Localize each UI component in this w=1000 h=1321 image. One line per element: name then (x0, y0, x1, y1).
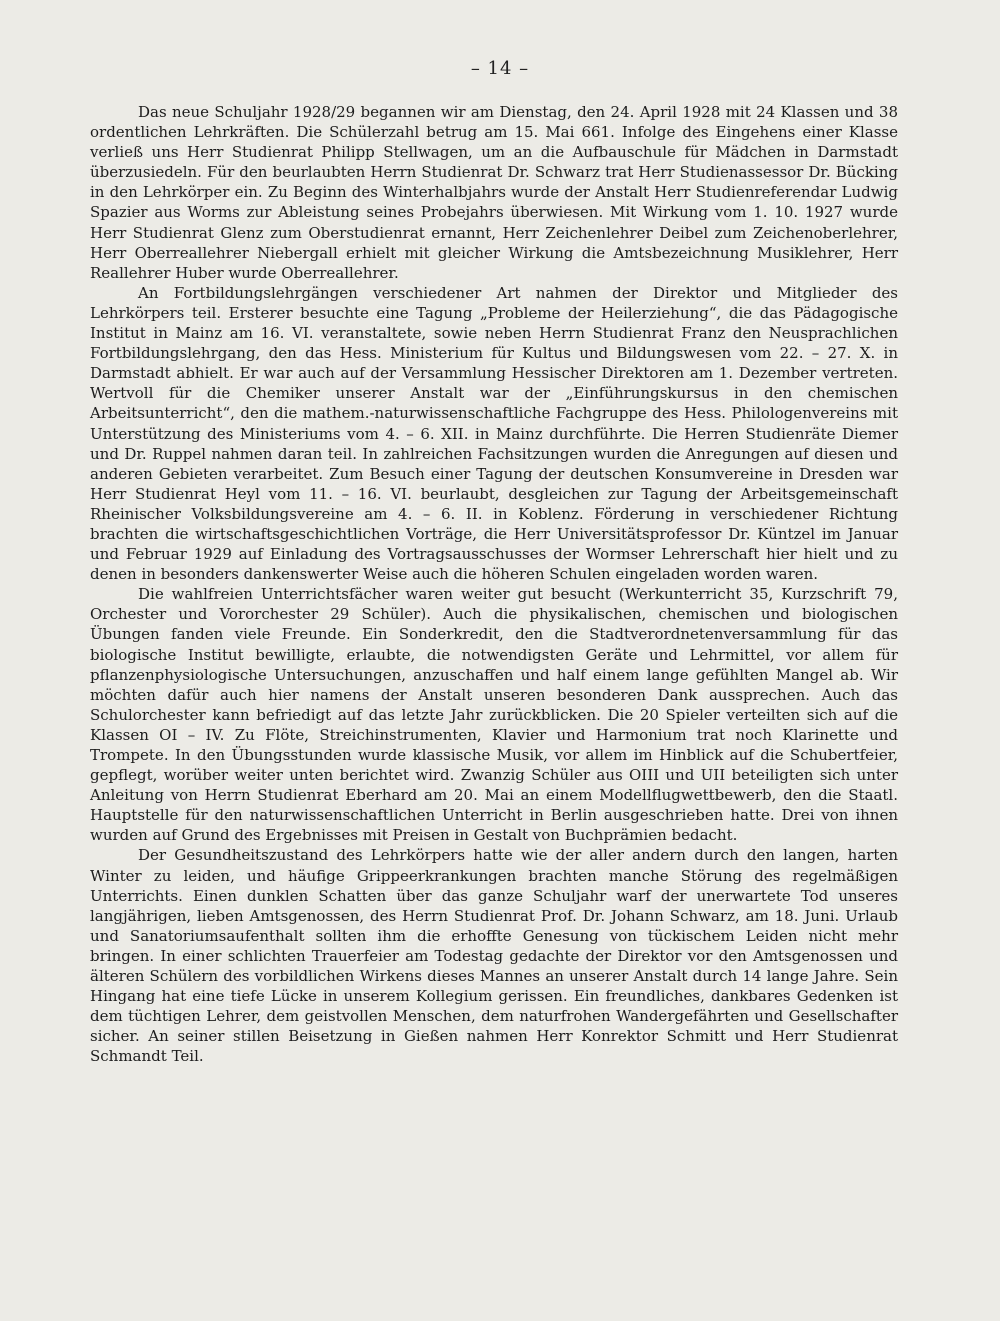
paragraph-school-year: Das neue Schuljahr 1928/29 begannen wir am Dienstag, den 24. April 1928 mit 24 Klassen und 38 ordentlichen Lehrkräften. Die Schülerzahl betrug am 15. Mai 661. Infolge des Eingehens einer Klasse verließ uns Herr Studienrat Philipp Stellwagen, um an die Aufbauschule für Mädchen in Darmstadt überzusiedeln. Für den beurlaubten Herrn Studienrat Dr. Schwarz trat Herr Studienassessor Dr. Bücking in den Lehrkörper ein. Zu Beginn des Winterhalbjahrs wurde der Anstalt Herr Studienreferendar Ludwig Spazier aus Worms zur Ableistung seines Probejahrs überwiesen. Mit Wirkung vom 1. 10. 1927 wurde Herr Studienrat Glenz zum Oberstudienrat ernannt, Herr Zeichenlehrer Deibel zum Zeichenoberlehrer, Herr Oberreallehrer Niebergall erhielt mit gleicher Wirkung die Amtsbezeichnung Musiklehrer, Herr Reallehrer Huber wurde Oberreallehrer. (90, 103, 898, 282)
paragraph-training-courses: An Fortbildungslehrgängen verschiedener Art nahmen der Direktor und Mitglieder des Lehrkörpers teil. Ersterer besuchte eine Tagung „Probleme der Heilerziehung“, die das Pädagogische Institut in Mainz am 16. VI. veranstaltete, sowie neben Herrn Studienrat Franz den Neusprachlichen Fortbildungslehrgang, den das Hess. Ministerium für Kultus und Bildungswesen vom 22. – 27. X. in Darmstadt abhielt. Er war auch auf der Versammlung Hessischer Direktoren am 1. Dezember vertreten. Wertvoll für die Chemiker unserer Anstalt war der „Einführungskursus in den chemischen Arbeitsunterricht“, den die mathem.-naturwissenschaftliche Fachgruppe des Hess. Philologenvereins mit Unterstützung des Ministeriums vom 4. – 6. XII. in Mainz durchführte. Die Herren Studienräte Diemer und Dr. Ruppel nahmen daran teil. In zahlreichen Fachsitzungen wurden die Anregungen auf diesen und anderen Gebieten verarbeitet. Zum Besuch einer Tagung der deutschen Konsumvereine in Dresden war Herr Studienrat Heyl vom 11. – 16. VI. beurlaubt, desgleichen zur Tagung der Arbeitsgemeinschaft Rheinischer Volksbildungsvereine am 4. – 6. II. in Koblenz. Förderung in verschiedener Richtung brachten die wirtschaftsgeschichtlichen Vorträge, die Herr Universitätsprofessor Dr. Küntzel im Januar und Februar 1929 auf Einladung des Vortragsausschusses der Wormser Lehrerschaft hier hielt und zu denen in besonders dankenswerter Weise auch die höheren Schulen eingeladen worden waren. (90, 283, 898, 584)
body-text (90, 102, 898, 1067)
paragraph-health-and-obituary: Der Gesundheitszustand des Lehrkörpers hatte wie der aller andern durch den langen, harten Winter zu leiden, und häufige Grippeerkrankungen brachten manche Störung des regelmäßigen Unterrichts. Einen dunklen Schatten über das ganze Schuljahr warf der unerwartete Tod unseres langjährigen, lieben Amtsgenossen, des Herrn Studienrat Prof. Dr. Johann Schwarz, am 18. Juni. Urlaub und Sanatoriumsaufenthalt sollten ihm die erhoffte Genesung von tückischem Leiden nicht mehr bringen. In einer schlichten Trauerfeier am Todestag gedachte der Direktor vor den Amtsgenossen und älteren Schülern des vorbildlichen Wirkens dieses Mannes an unserer Anstalt durch 14 lange Jahre. Sein Hingang hat eine tiefe Lücke in unserem Kollegium gerissen. Ein freundliches, dankbares Gedenken ist dem tüchtigen Lehrer, dem geistvollen Menschen, dem naturfrohen Wandergefährten und Gesellschafter sicher. An seiner stillen Beisetzung in Gießen nahmen Herr Konrektor Schmitt und Herr Studienrat Schmandt Teil. (90, 846, 898, 1066)
page-number: – 14 – (470, 58, 530, 79)
paragraph-elective-subjects: Die wahlfreien Unterrichtsfächer waren weiter gut besucht (Werkunterricht 35, Kurzschrift 79, Orchester und Vororchester 29 Schüler). Auch die physikalischen, chemischen und biologischen Übungen fanden viele Freunde. Ein Sonderkredit, den die Stadtverordnetenversammlung für das biologische Institut bewilligte, erlaubte, die notwendigsten Geräte und Lehrmittel, vor allem für pflanzenphysiologische Untersuchungen, anzuschaffen und half einem lange gefühlten Mangel ab. Wir möchten dafür auch hier namens der Anstalt unseren besonderen Dank aussprechen. Auch das Schulorchester kann befriedigt auf das letzte Jahr zurückblicken. Die 20 Spieler verteilten sich auf die Klassen OI – IV. Zu Flöte, Streichinstrumenten, Klavier und Harmonium trat noch Klarinette und Trompete. In den Übungsstunden wurde klassische Musik, vor allem im Hinblick auf die Schubertfeier, gepflegt, worüber weiter unten berichtet wird. Zwanzig Schüler aus OIII und UII beteiligten sich unter Anleitung von Herrn Studienrat Eberhard am 20. Mai an einem Modellflugwettbewerb, den die Staatl. Hauptstelle für den naturwissenschaftlichen Unterricht in Berlin ausgeschrieben hatte. Drei von ihnen wurden auf Grund des Ergebnisses mit Preisen in Gestalt von Buchprämien bedacht. (90, 585, 898, 845)
